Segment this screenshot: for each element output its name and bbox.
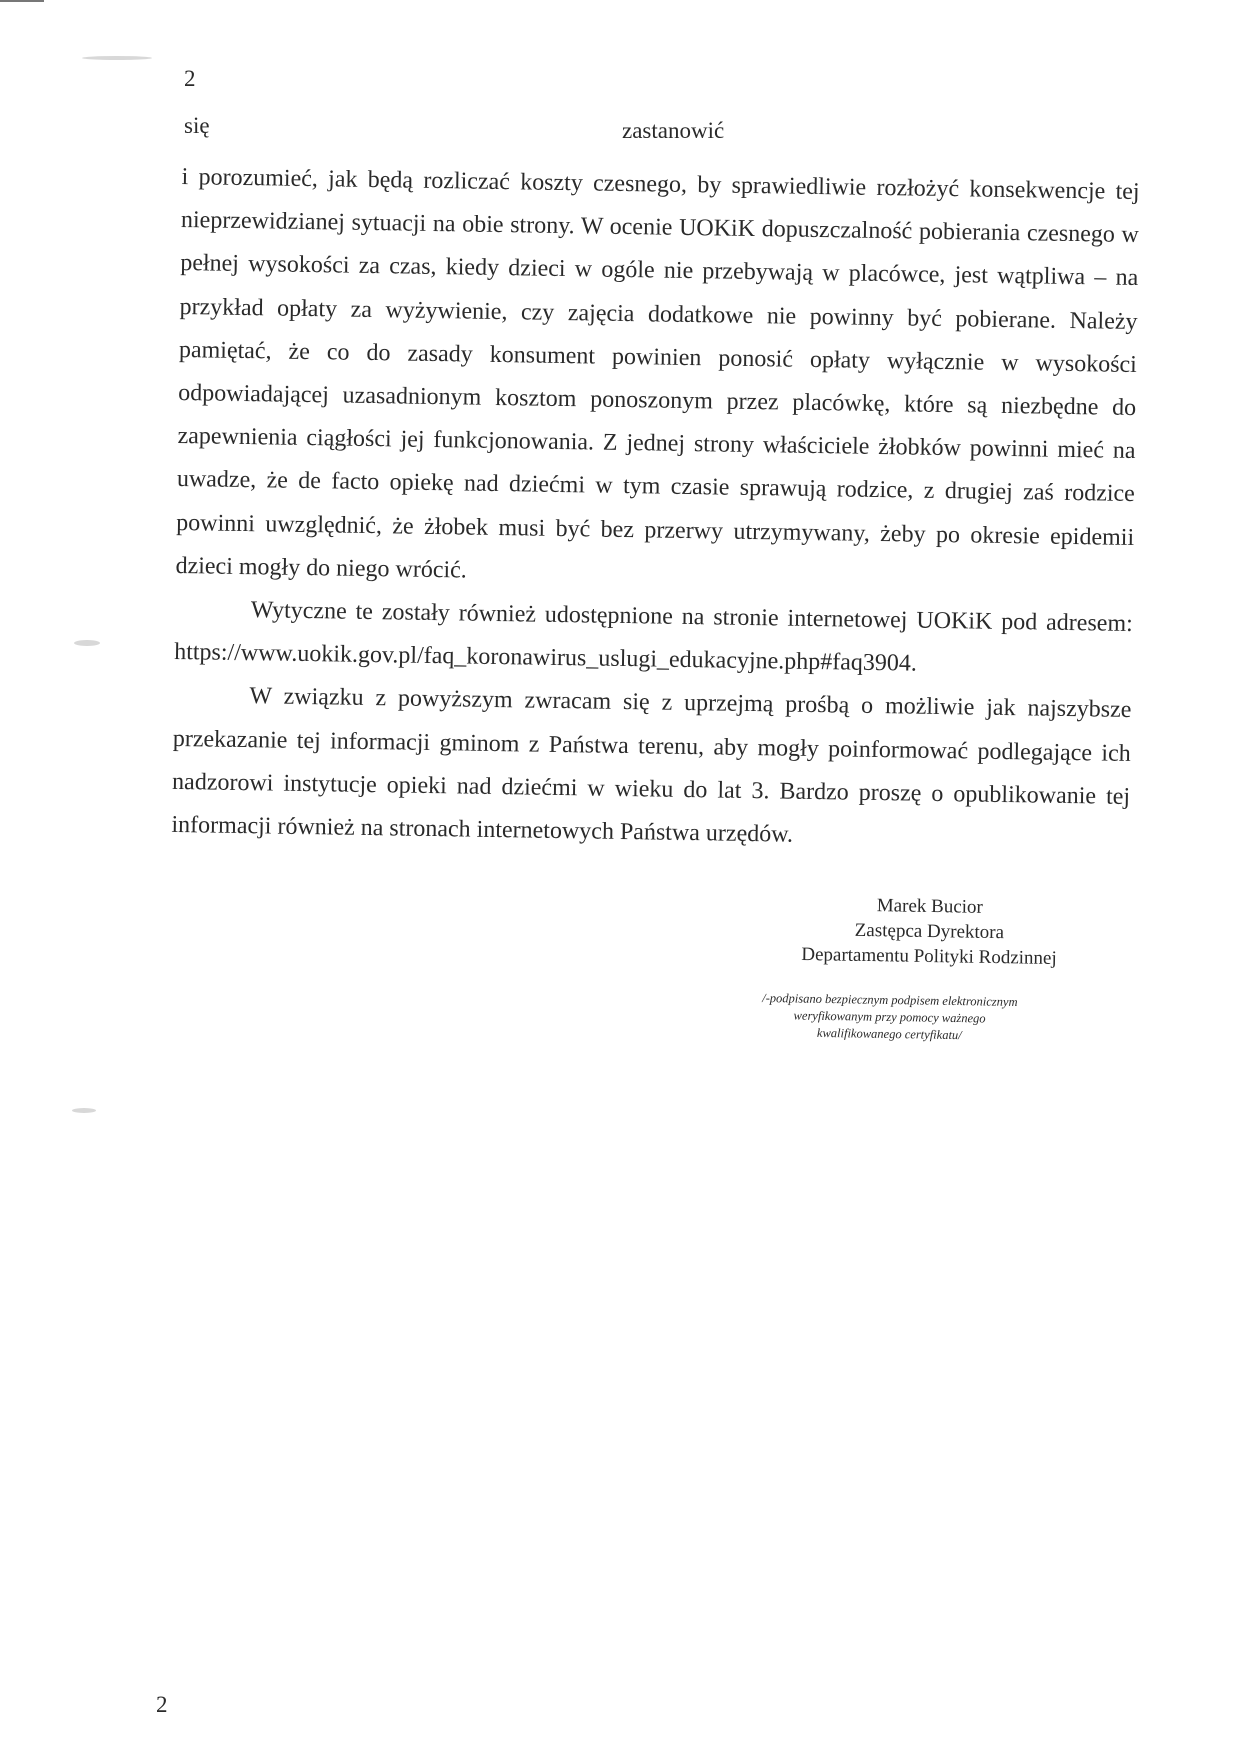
fragment-word-left: się [184,113,210,138]
scan-edge-rule [0,0,44,2]
signatory-name: Marek Bucior [876,895,983,918]
signature-note-line-1: /-podpisano bezpiecznym podpisem elektronicznym [762,990,1018,1010]
page-number-top: 2 [184,66,196,91]
scan-artifact [82,56,152,60]
body-paragraph-3: W związku z powyższym zwracam się z uprzejmą prośbą o możliwie jak najszybsze przekazanie tej informacji gminom z Państwa terenu, aby mogły poinformować podlegające ich nadzorowi instytucje opieki nad dziećmi w wieku do lat 3. Bardzo proszę o opublikowanie tej informacji również na stronach internetowych Państwa urzędów. [171,683,1132,848]
signature-note-line-2: weryfikowanym przy pomocy ważnego [793,1008,986,1026]
body-paragraph-2: Wytyczne te zostały również udostępnione na stronie internetowej UOKiK pod adresem: https://www.uokik.gov.pl/faq_koronawirus_uslugi_edukacyjne.php#faq3904. [174,597,1133,677]
signature-block [729,891,1130,972]
page-number-bottom: 2 [156,1692,168,1717]
signature-note-line-3: kwalifikowanego certyfikatu/ [816,1025,962,1043]
letter-body [171,156,1140,862]
electronic-signature-note [689,989,1090,1046]
body-paragraph-1: i porozumieć, jak będą rozliczać koszty czesnego, by sprawiedliwie rozłożyć konsekwencje tej nieprzewidzianej sytuacji na obie strony. W ocenie UOKiK dopuszczalność pobierania czesnego w pełnej wysokości za czas, kiedy dzieci w ogóle nie przebywają w placówce, jest wątpliwa – na przykład opłaty za wyżywienie, czy zajęcia dodatkowe nie powinny być pobierane. Należy pamiętać, że co do zasady konsument powinien ponosić opłaty wyłącznie w wysokości odpowiadającej uzasadnionym kosztom ponoszonym przez placówkę, które są niezbędne do zapewnienia ciągłości jej funkcjonowania. Z jednej strony właściciele żłobków powinni mieć na uwadze, że de facto opiekę nad dziećmi w tym czasie sprawują rodzice, z drugiej zaś rodzice powinni uwzględnić, że żłobek musi być bez przerwy utrzymywany, żeby po okresie epidemii dzieci mogły do niego wrócić. [175,163,1140,584]
signatory-department: Departamentu Polityki Rodzinnej [801,943,1057,969]
scan-artifact [74,640,100,646]
signatory-position: Zastępca Dyrektora [854,919,1005,944]
scan-artifact [72,1108,96,1113]
fragment-word-right: zastanowić [622,118,725,143]
